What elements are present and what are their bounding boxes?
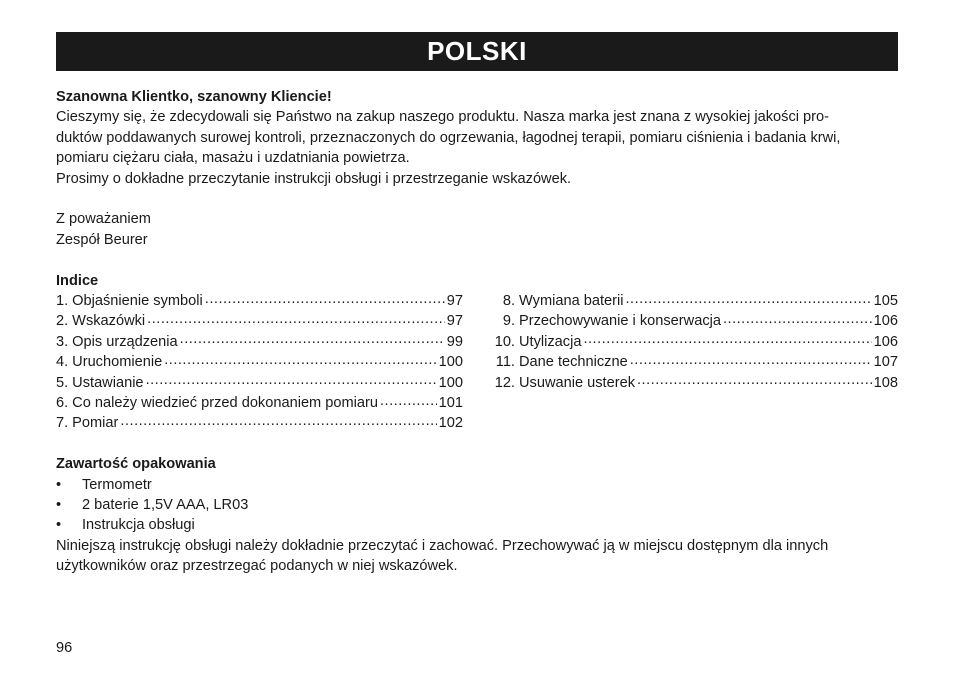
toc-entry-number: 3. <box>56 333 69 350</box>
toc-entry-page: 106 <box>873 313 898 330</box>
toc-entry-label: Uruchomienie <box>72 354 163 371</box>
toc-entry[interactable] <box>56 393 463 413</box>
toc-entry-label: Usuwanie usterek <box>519 374 635 391</box>
list-item <box>56 495 898 515</box>
toc-entry-label: Objaśnienie symboli <box>72 293 203 310</box>
toc-entry-number: 7. <box>56 415 69 432</box>
page-content <box>56 87 898 577</box>
toc-leader-dots <box>120 413 436 427</box>
toc-entry-number: 10. <box>494 333 515 350</box>
toc-entry[interactable] <box>489 291 898 311</box>
spacer <box>56 250 898 270</box>
toc-entry-page: 108 <box>873 374 898 391</box>
greeting-line-2: duktów poddawanych surowej kontroli, przeznaczonych do ogrzewania, łagodnej terapii, pomiaru ciśnienia i badania krwi, <box>56 129 841 146</box>
toc-entry-page: 102 <box>438 415 463 432</box>
toc-entry-number: 12. <box>494 374 515 391</box>
toc-entry-page: 100 <box>438 354 463 371</box>
toc-entry-label: Wymiana baterii <box>519 293 624 310</box>
toc-entry-page: 101 <box>438 394 463 411</box>
toc-entry-number: 2. <box>56 313 69 330</box>
toc-leader-dots <box>630 352 872 366</box>
toc-entry[interactable] <box>489 332 898 352</box>
list-item-text: Termometr <box>82 476 152 493</box>
toc-entry[interactable] <box>56 373 463 393</box>
greeting-heading: Szanowna Klientko, szanowny Kliencie! <box>56 89 332 105</box>
spacer <box>56 189 898 209</box>
toc-entry-number: 9. <box>502 313 515 330</box>
toc-column-right <box>489 291 898 434</box>
toc-entry-label: Co należy wiedzieć przed dokonaniem pomiaru <box>72 394 378 411</box>
toc-entry-page: 99 <box>446 333 463 350</box>
toc-leader-dots <box>723 311 872 325</box>
toc-entry-page: 100 <box>438 374 463 391</box>
toc-leader-dots <box>146 373 437 387</box>
language-header-bar <box>56 32 898 71</box>
toc-entry-page: 107 <box>873 354 898 371</box>
toc-entry-page: 105 <box>873 293 898 310</box>
toc-entry-label: Wskazówki <box>72 313 146 330</box>
bullet-icon: • <box>56 496 62 513</box>
toc-entry[interactable] <box>489 373 898 393</box>
toc-leader-dots <box>583 332 871 346</box>
toc-entry[interactable] <box>489 352 898 372</box>
toc-column-left <box>56 291 463 434</box>
signature-line-1: Z poważaniem <box>56 211 151 228</box>
table-of-contents <box>56 291 898 434</box>
toc-entry[interactable] <box>56 413 463 433</box>
package-note-line-1: Niniejszą instrukcję obsługi należy dokładnie przeczytać i zachować. Przechowywać ją w miejscu dostępnym dla innych <box>56 537 829 554</box>
toc-leader-dots <box>626 291 872 305</box>
toc-entry[interactable] <box>56 311 463 331</box>
toc-leader-dots <box>147 311 445 325</box>
list-item-text: 2 baterie 1,5V AAA, LR03 <box>82 496 249 513</box>
toc-entry-number: 8. <box>502 293 515 310</box>
toc-leader-dots <box>205 291 445 305</box>
toc-entry-label: Utylizacja <box>519 333 582 350</box>
toc-entry[interactable] <box>56 332 463 352</box>
toc-entry-number: 4. <box>56 354 69 371</box>
package-note-line-2: użytkowników oraz przestrzegać podanych w niej wskazówek. <box>56 558 458 575</box>
toc-entry-page: 97 <box>446 293 463 310</box>
page-number: 96 <box>56 640 73 656</box>
toc-entry-number: 1. <box>56 293 69 310</box>
toc-entry-label: Pomiar <box>72 415 119 432</box>
toc-entry-label: Opis urządzenia <box>72 333 178 350</box>
toc-entry-page: 97 <box>446 313 463 330</box>
toc-entry-label: Ustawianie <box>72 374 144 391</box>
toc-entry-label: Przechowywanie i konserwacja <box>519 313 721 330</box>
toc-entry-number: 11. <box>495 354 515 371</box>
list-item <box>56 475 898 495</box>
spacer <box>56 434 898 454</box>
signature-line-2: Zespół Beurer <box>56 231 148 248</box>
toc-leader-dots <box>164 352 436 366</box>
package-heading: Zawartość opakowania <box>56 456 216 473</box>
toc-entry-number: 6. <box>56 394 69 411</box>
toc-entry[interactable] <box>56 291 463 311</box>
toc-entry-page: 106 <box>873 333 898 350</box>
greeting-line-4: Prosimy o dokładne przeczytanie instrukcji obsługi i przestrzeganie wskazówek. <box>56 170 572 187</box>
greeting-line-1: Cieszymy się, że zdecydowali się Państwo na zakup naszego produktu. Nasza marka jest znana z wysokiej jakości pro- <box>56 109 830 126</box>
toc-leader-dots <box>180 332 445 346</box>
list-item <box>56 515 898 535</box>
bullet-icon: • <box>56 517 62 534</box>
toc-entry-number: 5. <box>56 374 69 391</box>
index-heading: Indice <box>56 272 99 289</box>
list-item-text: Instrukcja obsługi <box>82 517 195 534</box>
language-title: POLSKI <box>427 36 527 66</box>
toc-entry[interactable] <box>56 352 463 372</box>
greeting-line-3: pomiaru ciężaru ciała, masażu i uzdatniania powietrza. <box>56 150 410 167</box>
toc-leader-dots <box>380 393 437 407</box>
package-contents-list <box>56 475 898 536</box>
bullet-icon: • <box>56 476 62 493</box>
toc-entry[interactable] <box>489 311 898 331</box>
toc-entry-label: Dane techniczne <box>519 354 628 371</box>
toc-leader-dots <box>637 373 872 387</box>
